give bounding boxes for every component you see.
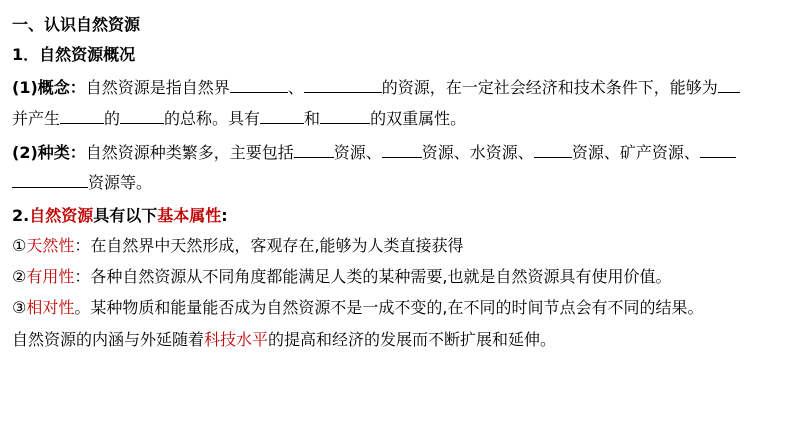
property-2	[12, 266, 671, 288]
blank	[304, 77, 382, 93]
blank	[12, 172, 88, 188]
concept-prefix: (1)概念：	[12, 78, 86, 97]
types-prefix: (2)种类：	[12, 143, 86, 162]
property-1	[12, 235, 463, 257]
closing-line	[12, 329, 556, 351]
item2-num: 2.	[12, 206, 30, 225]
concept-text-a: 自然资源是指自然界	[85, 78, 230, 97]
property-2-text: ：各种自然资源从不同角度都能满足人类的某种需要,也就是自然资源具有使用价值。	[74, 267, 672, 286]
closing-text-b: 的提高和经济的发展而不断扩展和延伸。	[268, 330, 557, 349]
concept-line-2	[12, 108, 466, 130]
types-line-1	[12, 142, 736, 164]
concept-text-d: 的	[104, 109, 121, 128]
section-heading: 一、认识自然资源	[12, 15, 141, 34]
concept-text-g: 的双重属性。	[370, 109, 467, 128]
concept-text-e: 的总称。具有	[164, 109, 261, 128]
property-3	[12, 297, 703, 319]
blank	[294, 142, 334, 158]
highlight-tech-level: 科技水平	[204, 330, 269, 349]
property-2-num: ②	[12, 267, 27, 286]
types-res2: 资源、水资源、	[421, 143, 534, 162]
types-end: 资源等。	[88, 173, 153, 192]
types-res1: 资源、	[333, 143, 382, 162]
concept-text-f: 和	[304, 109, 321, 128]
property-1-text: ：在自然界中天然形成，客观存在,能够为人类直接获得	[74, 236, 464, 255]
concept-text-b: 的资源，在一定社会经济和技术条件下，能够为	[381, 78, 718, 97]
highlight-natural-resources: 自然资源	[29, 206, 94, 225]
blank	[120, 108, 164, 124]
blank	[60, 108, 104, 124]
concept-sep: 、	[287, 78, 304, 97]
types-line-2	[12, 172, 152, 194]
closing-text-a: 自然资源的内涵与外延随着	[12, 330, 205, 349]
blank	[534, 142, 572, 158]
item2-mid: 具有以下	[93, 206, 158, 225]
blank	[700, 142, 736, 158]
property-3-num: ③	[12, 298, 27, 317]
property-3-term: 相对性	[26, 298, 75, 317]
blank	[230, 77, 288, 93]
types-res3: 资源、矿产资源、	[571, 143, 700, 162]
item2-heading	[12, 205, 228, 227]
item2-colon: :	[221, 206, 228, 225]
blank	[718, 77, 740, 93]
concept-text-c: 并产生	[12, 109, 61, 128]
blank	[382, 142, 422, 158]
property-3-text: 。某种物质和能量能否成为自然资源不是一成不变的,在不同的时间节点会有不同的结果。	[74, 298, 704, 317]
blank	[260, 108, 304, 124]
item1-title: 1．自然资源概况	[12, 45, 136, 64]
types-text-a: 自然资源种类繁多，主要包括	[85, 143, 294, 162]
blank	[320, 108, 370, 124]
property-1-num: ①	[12, 236, 27, 255]
property-1-term: 天然性	[26, 236, 75, 255]
highlight-basic-attributes: 基本属性	[157, 206, 222, 225]
concept-line-1	[12, 77, 740, 99]
property-2-term: 有用性	[26, 267, 75, 286]
